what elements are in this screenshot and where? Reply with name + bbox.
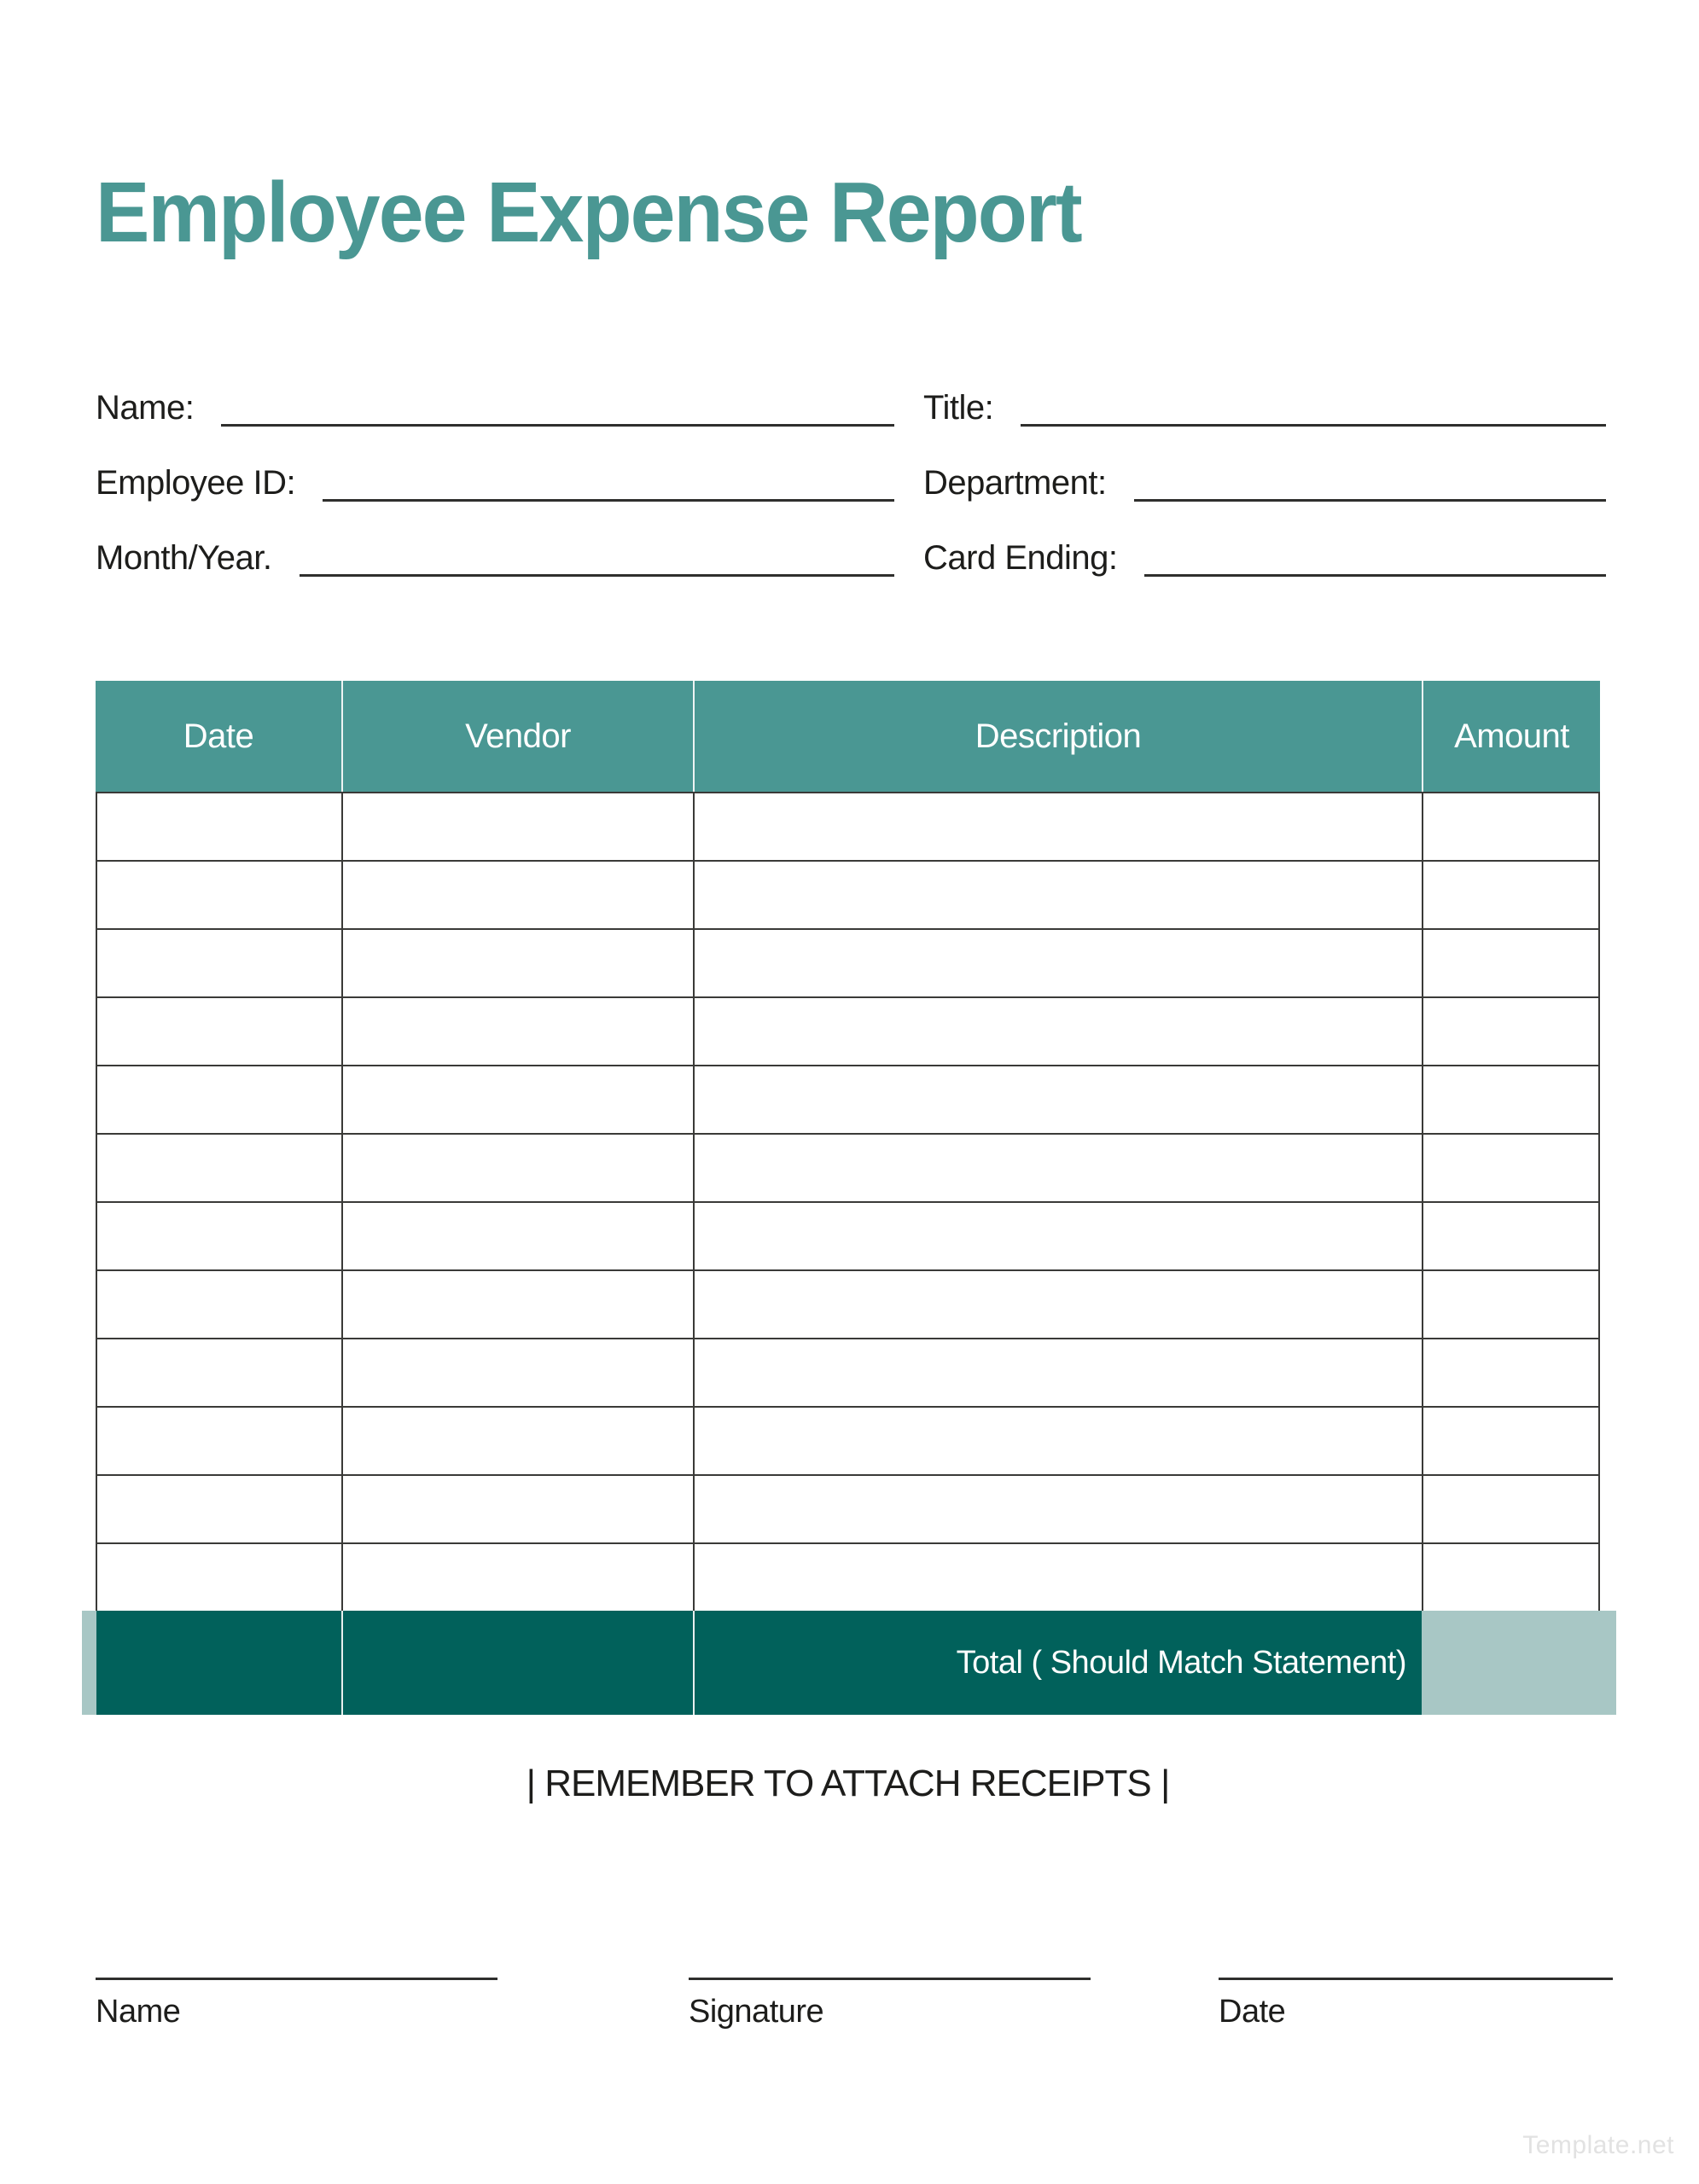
cell-amount[interactable] xyxy=(1422,998,1598,1065)
cell-date[interactable] xyxy=(97,793,341,860)
cell-vendor[interactable] xyxy=(341,1135,693,1201)
card-ending-input-line[interactable] xyxy=(1144,528,1606,577)
cell-date[interactable] xyxy=(97,1339,341,1406)
cell-vendor[interactable] xyxy=(341,998,693,1065)
expense-table-header xyxy=(96,681,1600,792)
name-label: Name: xyxy=(96,389,195,427)
employee-id-label: Employee ID: xyxy=(96,464,296,502)
cell-vendor[interactable] xyxy=(341,793,693,860)
table-row xyxy=(97,862,1598,930)
table-row xyxy=(97,1203,1598,1271)
month-year-label: Month/Year. xyxy=(96,539,272,577)
table-row xyxy=(97,1066,1598,1135)
form-row-employee-id xyxy=(96,456,894,502)
signature-date-label: Date xyxy=(1219,1994,1286,2030)
total-cell-vendor xyxy=(341,1611,693,1715)
total-row xyxy=(82,1611,1616,1715)
cell-description[interactable] xyxy=(693,1203,1422,1269)
cell-date[interactable] xyxy=(97,1544,341,1611)
cell-description[interactable] xyxy=(693,862,1422,928)
cell-date[interactable] xyxy=(97,1271,341,1338)
total-row-dark-band xyxy=(96,1611,1422,1715)
table-row xyxy=(97,930,1598,998)
cell-description[interactable] xyxy=(693,793,1422,860)
total-cell-date xyxy=(96,1611,341,1715)
cell-amount[interactable] xyxy=(1422,1135,1598,1201)
cell-vendor[interactable] xyxy=(341,930,693,996)
cell-vendor[interactable] xyxy=(341,1066,693,1133)
cell-date[interactable] xyxy=(97,1408,341,1474)
cell-date[interactable] xyxy=(97,998,341,1065)
cell-vendor[interactable] xyxy=(341,1544,693,1611)
title-input-line[interactable] xyxy=(1021,378,1606,427)
attach-receipts-note: | REMEMBER TO ATTACH RECEIPTS | xyxy=(526,1763,1170,1804)
cell-vendor[interactable] xyxy=(341,1408,693,1474)
cell-description[interactable] xyxy=(693,998,1422,1065)
cell-amount[interactable] xyxy=(1422,862,1598,928)
cell-amount[interactable] xyxy=(1422,1066,1598,1133)
table-row xyxy=(97,793,1598,862)
cell-amount[interactable] xyxy=(1422,1203,1598,1269)
cell-vendor[interactable] xyxy=(341,1339,693,1406)
total-label: Total ( Should Match Statement) xyxy=(693,1611,1422,1715)
cell-amount[interactable] xyxy=(1422,1271,1598,1338)
header-cell-date: Date xyxy=(183,717,254,755)
cell-amount[interactable] xyxy=(1422,793,1598,860)
cell-description[interactable] xyxy=(693,1408,1422,1474)
signature-date-block[interactable] xyxy=(1219,1978,1613,2030)
signature-name-block[interactable] xyxy=(96,1978,497,2030)
table-row xyxy=(97,1408,1598,1476)
table-row xyxy=(97,1135,1598,1203)
expense-table-body xyxy=(96,792,1600,1612)
cell-vendor[interactable] xyxy=(341,1476,693,1542)
cell-vendor[interactable] xyxy=(341,862,693,928)
cell-description[interactable] xyxy=(693,1135,1422,1201)
cell-amount[interactable] xyxy=(1422,1476,1598,1542)
template-net-watermark: Template.net xyxy=(1522,2131,1674,2159)
form-row-month-year xyxy=(96,531,894,577)
table-row xyxy=(97,1476,1598,1544)
header-cell-description: Description xyxy=(693,681,1422,792)
header-cell-vendor: Vendor xyxy=(341,681,693,792)
cell-amount[interactable] xyxy=(1422,1339,1598,1406)
total-amount-cell[interactable] xyxy=(1422,1611,1616,1715)
cell-amount[interactable] xyxy=(1422,1408,1598,1474)
signature-signature-block[interactable] xyxy=(689,1978,1091,2030)
month-year-input-line[interactable] xyxy=(300,528,894,577)
signature-signature-label: Signature xyxy=(689,1994,824,2030)
table-row xyxy=(97,1339,1598,1408)
title-label: Title: xyxy=(923,389,994,427)
table-row xyxy=(97,1544,1598,1612)
cell-date[interactable] xyxy=(97,1203,341,1269)
cell-amount[interactable] xyxy=(1422,1544,1598,1611)
cell-vendor[interactable] xyxy=(341,1271,693,1338)
department-input-line[interactable] xyxy=(1134,453,1606,502)
cell-date[interactable] xyxy=(97,1476,341,1542)
cell-date[interactable] xyxy=(97,1135,341,1201)
cell-amount[interactable] xyxy=(1422,930,1598,996)
table-row xyxy=(97,998,1598,1066)
cell-vendor[interactable] xyxy=(341,1203,693,1269)
cell-date[interactable] xyxy=(97,930,341,996)
name-input-line[interactable] xyxy=(221,378,894,427)
header-cell-amount: Amount xyxy=(1422,681,1600,792)
form-row-card-ending xyxy=(923,531,1606,577)
cell-description[interactable] xyxy=(693,1271,1422,1338)
cell-description[interactable] xyxy=(693,1066,1422,1133)
cell-description[interactable] xyxy=(693,1339,1422,1406)
table-row xyxy=(97,1271,1598,1339)
form-row-department xyxy=(923,456,1606,502)
cell-date[interactable] xyxy=(97,1066,341,1133)
cell-description[interactable] xyxy=(693,1476,1422,1542)
signature-name-label: Name xyxy=(96,1994,181,2030)
card-ending-label: Card Ending: xyxy=(923,539,1118,577)
form-row-name xyxy=(96,380,894,427)
cell-date[interactable] xyxy=(97,862,341,928)
page-title: Employee Expense Report xyxy=(96,165,1081,260)
department-label: Department: xyxy=(923,464,1107,502)
cell-description[interactable] xyxy=(693,1544,1422,1611)
employee-id-input-line[interactable] xyxy=(323,453,894,502)
cell-description[interactable] xyxy=(693,930,1422,996)
form-row-title xyxy=(923,380,1606,427)
